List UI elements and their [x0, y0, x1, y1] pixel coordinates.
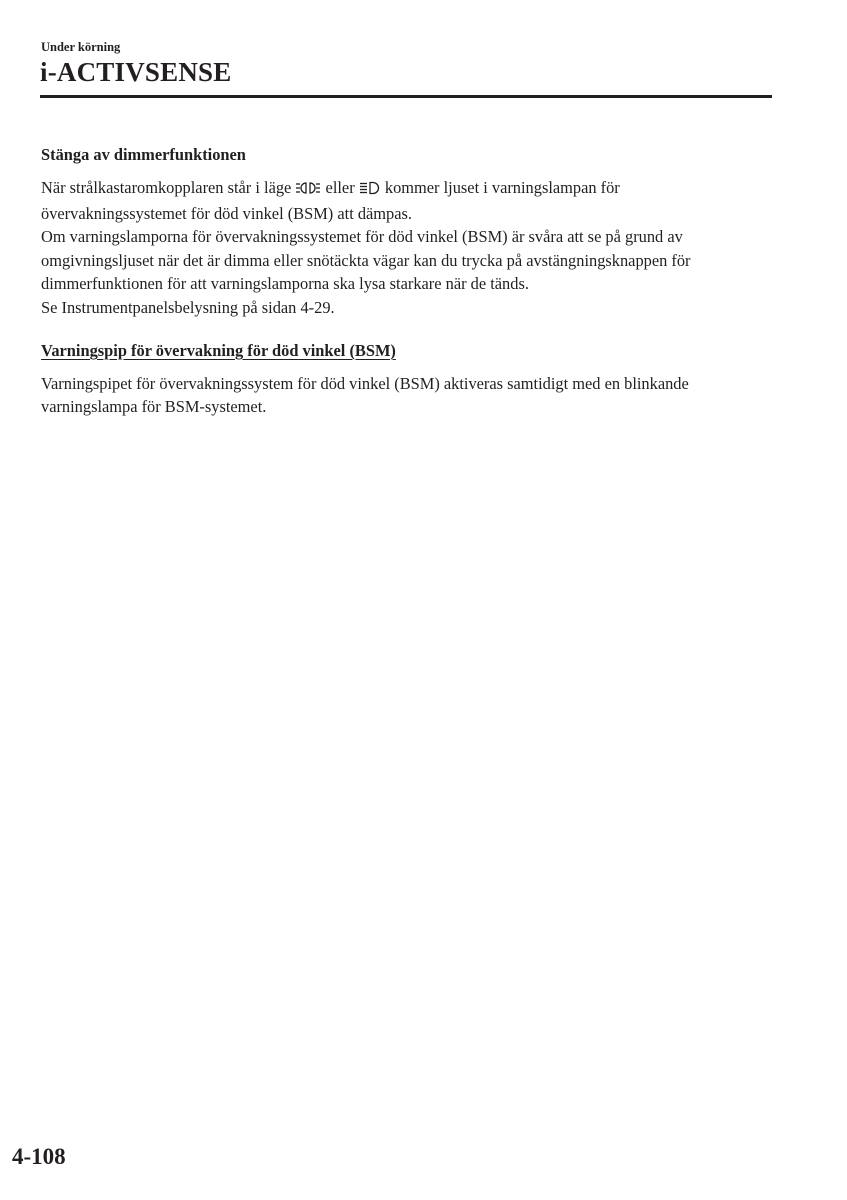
- section-heading-dimmer: Stänga av dimmerfunktionen: [41, 145, 246, 164]
- text-run: eller: [325, 178, 355, 197]
- text-run: övervakningssystemet för död vinkel (BSM) att dämpas.: [41, 203, 413, 223]
- section-heading-bsm-beep: Varningspip för övervakning för död vinkel (BSM): [41, 340, 396, 360]
- page-title: i-ACTIVSENSE: [40, 57, 232, 87]
- section-label: Under körning: [41, 40, 121, 54]
- main-content: [41, 143, 776, 419]
- title-rule: [40, 95, 772, 98]
- page-number: 4-108: [12, 1144, 66, 1169]
- text-run: kommer ljuset i varningslampan för: [384, 178, 620, 197]
- text-run: När strålkastaromkopplaren står i läge: [41, 178, 292, 197]
- paragraph-dimmer-reference: Se Instrumentpanelsbelysning på sidan 4-29.: [41, 297, 335, 317]
- headlights-icon: [359, 178, 381, 202]
- paragraph-dimmer-detail: Om varningslamporna för övervakningssystemet för död vinkel (BSM) är svåra att se på grund av omgivningsljuset när det är dimma eller snötäckta vägar kan du trycka på avstängningsknappen för dimmerfunktionen för att varningslamporna ska lysa starkare när de tänds.: [41, 227, 691, 294]
- parking-lights-icon: [295, 178, 321, 202]
- paragraph-dimmer-intro: [41, 176, 776, 225]
- paragraph-bsm-beep: Varningspipet för övervakningssystem för död vinkel (BSM) aktiveras samtidigt med en blinkande varningslampa för BSM-systemet.: [41, 373, 689, 417]
